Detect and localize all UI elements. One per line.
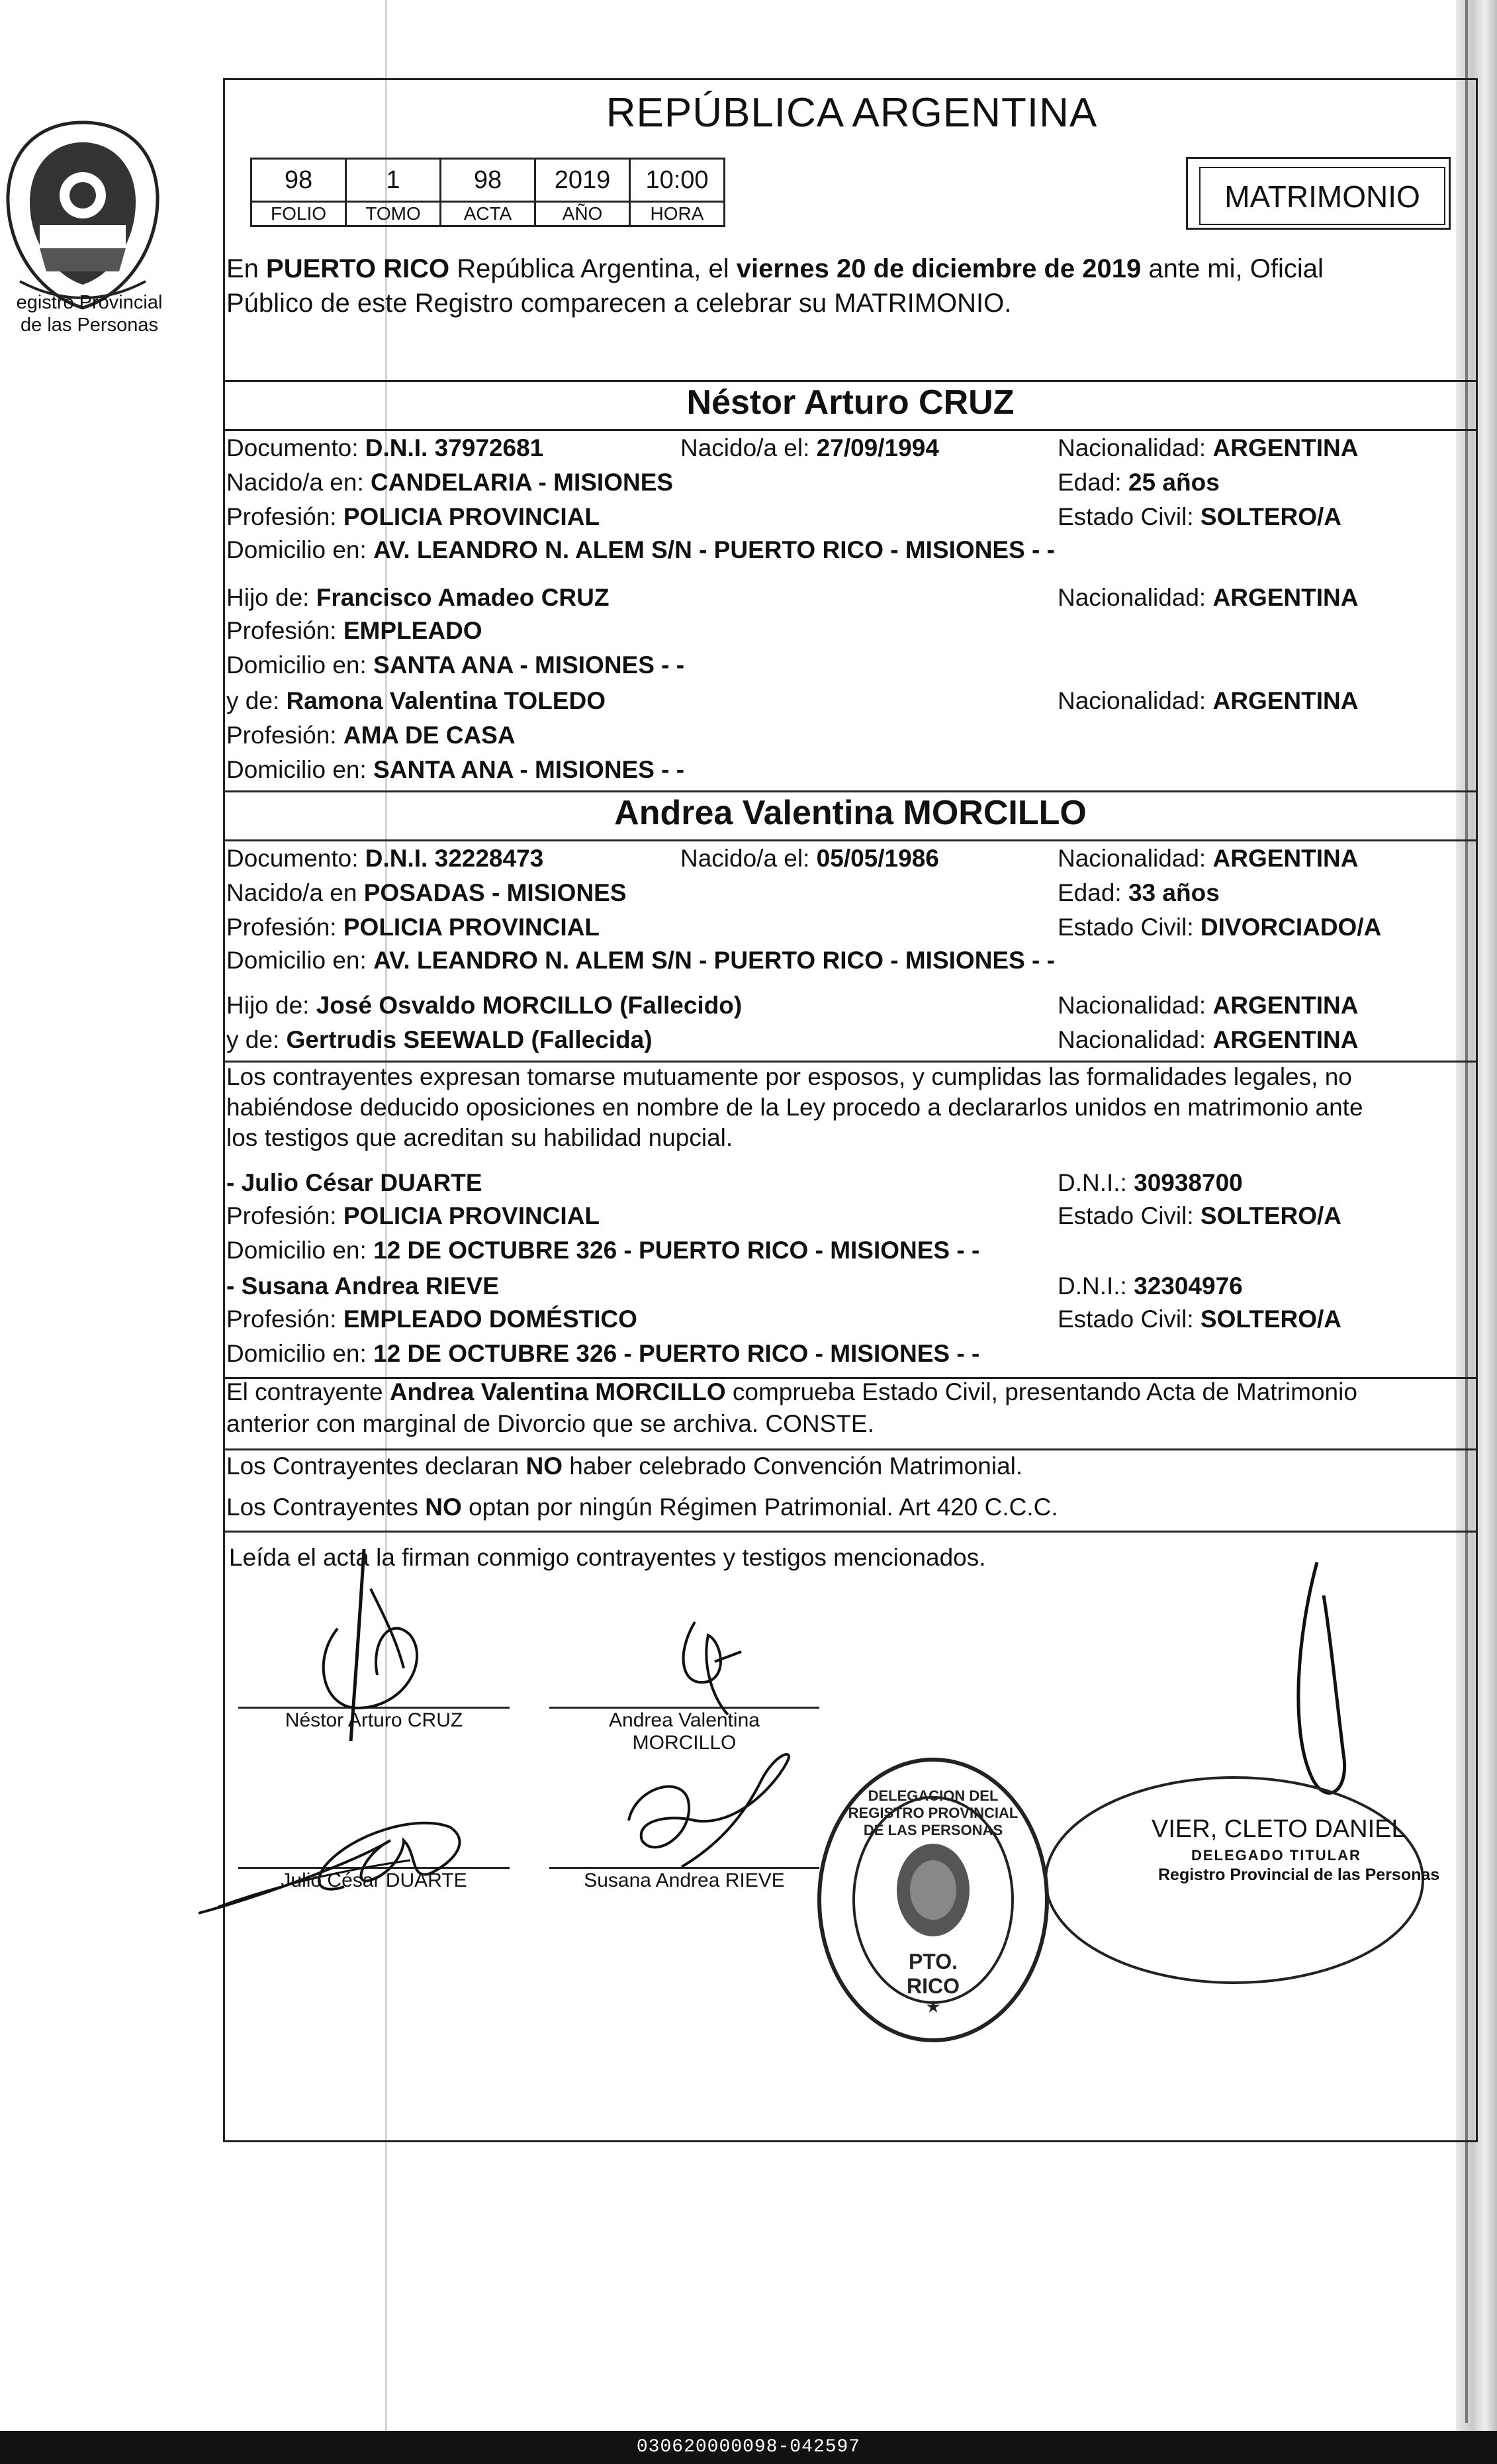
year-label: AÑO [535, 202, 630, 226]
value: Ramona Valentina TOLEDO [286, 687, 606, 714]
label: Documento: [226, 434, 359, 461]
spouse-2-father [226, 990, 742, 1021]
value: EMPLEADO [343, 617, 482, 644]
folio-table [250, 158, 725, 227]
witness-2-domicile [226, 1339, 979, 1369]
value: D.N.I. 37972681 [365, 434, 544, 461]
section-divider [223, 790, 1478, 792]
section-divider [223, 429, 1478, 431]
signature-caption-spouse-1: Néstor Arturo CRUZ [285, 1709, 463, 1731]
label: D.N.I.: [1058, 1272, 1127, 1300]
text: Los Contrayentes declaran [226, 1452, 526, 1480]
closing-statement: Leída el acta la firman conmigo contrayentes y testigos mencionados. [229, 1544, 986, 1571]
label: Estado Civil: [1058, 503, 1194, 530]
value: POSADAS - MISIONES [363, 879, 627, 906]
svg-text:★: ★ [925, 1997, 941, 2017]
label: Profesión: [226, 1305, 337, 1333]
label: y de: [226, 687, 280, 714]
text-bold: NO [525, 1452, 563, 1480]
acta-label: ACTA [441, 202, 535, 226]
folio-label: FOLIO [251, 202, 346, 226]
convention-line-2 [226, 1492, 1058, 1523]
value: Gertrudis SEEWALD (Fallecida) [286, 1026, 653, 1053]
value: D.N.I. 32228473 [365, 845, 544, 872]
value: POLICIA PROVINCIAL [343, 914, 600, 941]
value: 33 años [1128, 879, 1220, 906]
text-bold: NO [425, 1493, 462, 1521]
value: SOLTERO/A [1200, 503, 1342, 530]
section-divider [223, 839, 1478, 841]
folio-value: 98 [251, 159, 346, 202]
label: Hijo de: [226, 992, 310, 1019]
value: 27/09/1994 [816, 434, 939, 461]
intro-city: PUERTO RICO [266, 254, 450, 283]
logo-caption [0, 291, 179, 336]
spouse-2-age [1058, 878, 1220, 908]
label: D.N.I.: [1058, 1169, 1127, 1196]
witness-2-name: - Susana Andrea RIEVE [226, 1272, 499, 1300]
value: ARGENTINA [1212, 1026, 1359, 1053]
spouse-2-mother-nationality [1058, 1025, 1358, 1055]
value: ARGENTINA [1212, 992, 1359, 1019]
label: Nacionalidad: [1058, 992, 1206, 1019]
value: 30938700 [1134, 1169, 1243, 1196]
section-divider [223, 1531, 1478, 1533]
tomo-label: TOMO [346, 202, 441, 226]
spouse-1-mother-profession [226, 720, 516, 751]
value: AMA DE CASA [343, 722, 516, 749]
intro-text: ante mi, Oficial [1141, 254, 1324, 283]
spouse-1-profession [226, 502, 600, 532]
spouse-1-father-profession [226, 616, 482, 646]
label: Domicilio en: [226, 536, 367, 563]
label: Estado Civil: [1058, 914, 1194, 941]
logo-caption-line-1: egistro Provincial [16, 292, 163, 313]
value: CANDELARIA - MISIONES [371, 469, 674, 496]
acta-value: 98 [441, 159, 535, 202]
label: Profesión: [226, 722, 337, 749]
value: AV. LEANDRO N. ALEM S/N - PUERTO RICO - MISIONES - - [373, 947, 1055, 974]
label: Profesión: [226, 1202, 337, 1229]
spouse-2-domicile [226, 945, 1055, 976]
witness-2-dni [1058, 1271, 1243, 1302]
spouse-1-nationality [1058, 433, 1358, 463]
spouse-2-profession [226, 912, 600, 943]
witness-1-civil-status [1058, 1201, 1341, 1231]
section-divider [223, 380, 1478, 382]
handwritten-signature-witness-1 [192, 1814, 496, 1920]
label: Nacido/a el: [680, 434, 810, 461]
text-bold: Andrea Valentina MORCILLO [389, 1378, 726, 1405]
spouse-2-mother [226, 1025, 653, 1055]
value: EMPLEADO DOMÉSTICO [343, 1305, 637, 1333]
witness-2-civil-status [1058, 1304, 1341, 1335]
label: y de: [226, 1026, 280, 1053]
spouse-2-born [680, 843, 939, 874]
declaration-line-2: habiéndose deducido oposiciones en nombre de la Ley procedo a declararlos unidos en matrimonio ante [226, 1094, 1363, 1121]
label: Domicilio en: [226, 756, 367, 783]
intro-date: viernes 20 de diciembre de 2019 [736, 254, 1142, 283]
witness-1-dni [1058, 1168, 1243, 1198]
spouse-2-birthplace [226, 878, 627, 908]
civil-note-line-1 [226, 1377, 1357, 1407]
officer-title: DELEGADO TITULAR [1191, 1847, 1361, 1864]
value: 32304976 [1134, 1272, 1243, 1300]
spouse-2-civil-status [1058, 912, 1381, 943]
spouse-1-father [226, 583, 609, 613]
label: Nacionalidad: [1058, 584, 1206, 611]
declaration-line-3: los testigos que acreditan su habilidad nupcial. [226, 1124, 733, 1151]
seal-ring-text: DELEGACION DEL REGISTRO PROVINCIAL DE LAS PERSONAS [848, 1787, 1019, 1838]
value: SOLTERO/A [1200, 1305, 1342, 1333]
spouse-1-domicile [226, 535, 1055, 565]
label: Domicilio en: [226, 947, 367, 974]
label: Estado Civil: [1058, 1305, 1194, 1333]
spouse-1-mother [226, 686, 606, 716]
label: Nacido/a en: [226, 469, 364, 496]
label: Domicilio en: [226, 1340, 367, 1367]
value: SOLTERO/A [1200, 1202, 1342, 1229]
witness-1-name: - Julio César DUARTE [226, 1169, 482, 1196]
text: comprueba Estado Civil, presentando Acta de Matrimonio [725, 1378, 1357, 1405]
value: ARGENTINA [1212, 845, 1359, 872]
label: Documento: [226, 845, 359, 872]
intro-line-2: Público de este Registro comparecen a celebrar su MATRIMONIO. [226, 289, 1012, 318]
label: Nacido/a el: [680, 845, 810, 872]
officer-office: Registro Provincial de las Personas [1158, 1866, 1440, 1884]
value: 12 DE OCTUBRE 326 - PUERTO RICO - MISIONES - - [373, 1237, 980, 1264]
text: optan por ningún Régimen Patrimonial. Art 420 C.C.C. [461, 1493, 1058, 1521]
spouse-2-father-nationality [1058, 990, 1358, 1021]
value: DIVORCIADO/A [1200, 914, 1382, 941]
officer-name: VIER, CLETO DANIEL [1152, 1815, 1406, 1843]
label: Edad: [1058, 469, 1122, 496]
label: Nacido/a en [226, 879, 357, 906]
value: 25 años [1128, 469, 1220, 496]
handwritten-signature-witness-2 [615, 1748, 814, 1880]
label: Estado Civil: [1058, 1202, 1194, 1229]
text: Los Contrayentes [226, 1493, 426, 1521]
intro-line-1 [226, 253, 1324, 285]
value: POLICIA PROVINCIAL [343, 1202, 600, 1229]
value: ARGENTINA [1212, 434, 1359, 461]
document-title: REPÚBLICA ARGENTINA [606, 90, 1098, 136]
document-type-label: MATRIMONIO [1199, 167, 1445, 225]
text: El contrayente [226, 1378, 390, 1405]
spouse-1-mother-nationality [1058, 686, 1358, 716]
value: SANTA ANA - MISIONES - - [373, 651, 685, 679]
spouse-2-name: Andrea Valentina MORCILLO [614, 794, 1087, 832]
spouse-1-doc [226, 433, 543, 463]
signature-caption-spouse-2-line-2: MORCILLO [632, 1732, 737, 1754]
label: Nacionalidad: [1058, 1026, 1206, 1053]
witness-1-domicile [226, 1235, 979, 1266]
label: Nacionalidad: [1058, 434, 1206, 461]
signature-caption-witness-2: Susana Andrea RIEVE [584, 1870, 785, 1891]
handwritten-signature-spouse-2 [668, 1615, 774, 1734]
label: Hijo de: [226, 584, 310, 611]
signature-caption-witness-1: Julio César DUARTE [281, 1870, 467, 1891]
spouse-1-born [680, 433, 939, 463]
label: Domicilio en: [226, 1237, 367, 1264]
signature-caption-spouse-2-line-1: Andrea Valentina [609, 1709, 760, 1731]
spouse-1-birthplace [226, 467, 673, 498]
spouse-1-civil-status [1058, 502, 1341, 532]
label: Domicilio en: [226, 651, 367, 679]
spouse-1-mother-domicile [226, 755, 684, 785]
value: ARGENTINA [1212, 584, 1359, 611]
convention-line-1 [226, 1451, 1022, 1482]
value: POLICIA PROVINCIAL [343, 503, 600, 530]
hour-value: 10:00 [630, 159, 725, 202]
witness-1-profession [226, 1201, 600, 1231]
label: Profesión: [226, 617, 337, 644]
value: 12 DE OCTUBRE 326 - PUERTO RICO - MISIONES - - [373, 1340, 980, 1367]
text: haber celebrado Convención Matrimonial. [563, 1452, 1023, 1480]
logo-caption-line-2: de las Personas [21, 314, 158, 336]
document-control-code: 030620000098-042597 [0, 2431, 1497, 2464]
civil-note-line-2: anterior con marginal de Divorcio que se archiva. CONSTE. [226, 1410, 874, 1437]
value: AV. LEANDRO N. ALEM S/N - PUERTO RICO - MISIONES - - [373, 536, 1055, 563]
declaration-line-1: Los contrayentes expresan tomarse mutuamente por esposos, y cumplidas las formalidades legales, no [226, 1063, 1352, 1090]
spouse-1-name: Néstor Arturo CRUZ [686, 383, 1015, 422]
year-value: 2019 [535, 159, 630, 202]
label: Nacionalidad: [1058, 687, 1206, 714]
label: Profesión: [226, 914, 337, 941]
spouse-1-father-domicile [226, 650, 684, 681]
value: 05/05/1986 [816, 845, 939, 872]
value: Francisco Amadeo CRUZ [316, 584, 610, 611]
label: Nacionalidad: [1058, 845, 1206, 872]
value: ARGENTINA [1212, 687, 1359, 714]
hour-label: HORA [630, 202, 725, 226]
intro-text: En [226, 254, 267, 283]
value: José Osvaldo MORCILLO (Fallecido) [316, 992, 743, 1019]
handwritten-signature-spouse-1 [298, 1542, 496, 1741]
section-divider [223, 1448, 1478, 1450]
spouse-1-father-nationality [1058, 583, 1358, 613]
seal-center-text: PTO. RICO [907, 1950, 960, 1998]
spouse-2-nationality [1058, 843, 1358, 874]
spouse-2-doc [226, 843, 543, 874]
label: Profesión: [226, 503, 337, 530]
spouse-1-age [1058, 467, 1220, 498]
value: SANTA ANA - MISIONES - - [373, 756, 685, 783]
province-coat-of-arms-logo [0, 116, 165, 314]
label: Edad: [1058, 879, 1122, 906]
witness-2-profession [226, 1304, 637, 1335]
intro-text: República Argentina, el [449, 254, 737, 283]
tomo-value: 1 [346, 159, 441, 202]
